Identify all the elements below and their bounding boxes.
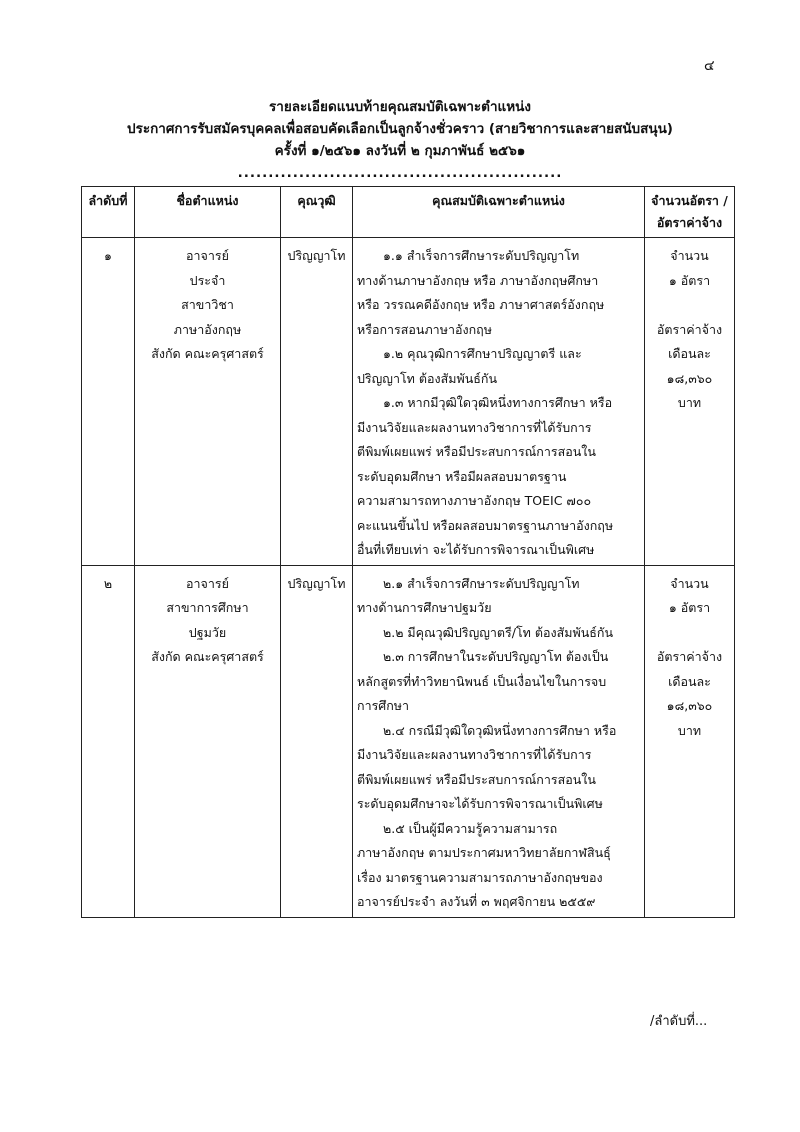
- title-line-2: ประกาศการรับสมัครบุคคลเพื่อสอบคัดเลือกเป็นลูกจ้างชั่วคราว (สายวิชาการและสายสนับสนุน): [127, 121, 673, 137]
- header-order: ลำดับที่: [82, 187, 135, 238]
- rate-amount: ๑๘,๓๖๐: [666, 698, 713, 713]
- row-qualifications: [353, 238, 645, 566]
- rate-unit: บาท: [677, 722, 702, 738]
- row-degree: ปริญญาโท: [281, 565, 353, 917]
- rate-unit: บาท: [677, 395, 702, 410]
- title-line-1: รายละเอียดแนบท้ายคุณสมบัติเฉพาะตำแหน่ง: [269, 99, 531, 115]
- qualification-line: ๑.๑ สำเร็จการศึกษาระดับปริญญาโท: [383, 248, 580, 263]
- qualification-line: การศึกษา: [357, 698, 410, 713]
- qualification-line: อาจารย์ประจำ ลงวันที่ ๓ พฤศจิกายน ๒๕๕๙: [357, 894, 596, 909]
- continuation-note: /ลำดับที่...: [650, 1014, 708, 1029]
- rate-period: เดือนละ: [668, 346, 711, 361]
- rate-label: อัตราค่าจ้าง: [656, 321, 723, 337]
- table-row: [82, 565, 735, 917]
- header-position: ชื่อตำแหน่ง: [135, 187, 281, 238]
- row-position: [135, 238, 281, 566]
- qualification-line: ๑.๒ คุณวุฒิการศึกษาปริญญาตรี และ: [383, 346, 582, 361]
- qualification-line: ระดับอุดมศึกษาจะได้รับการพิจารณาเป็นพิเศษ: [357, 796, 603, 811]
- qualification-line: ระดับอุดมศึกษา หรือมีผลสอบมาตรฐาน: [357, 468, 567, 484]
- qualification-line: ตีพิมพ์เผยแพร่ หรือมีประสบการณ์การสอนใน: [357, 444, 596, 459]
- qualification-line: ทางด้านการศึกษาปฐมวัย: [357, 600, 492, 615]
- qualification-line: มีงานวิจัยและผลงานทางวิชาการที่ได้รับการ: [357, 747, 592, 762]
- position-line: สังกัด คณะครุศาสตร์: [151, 346, 264, 361]
- qualification-line: ตีพิมพ์เผยแพร่ หรือมีประสบการณ์การสอนใน: [357, 771, 596, 787]
- qualification-line: ๒.๓ การศึกษาในระดับปริญญาโท ต้องเป็น: [383, 649, 609, 664]
- qualification-line: ภาษาอังกฤษ ตามประกาศมหาวิทยาลัยกาฬสินธุ์: [357, 845, 611, 860]
- row-order: ๑: [82, 238, 135, 566]
- row-order: ๒: [82, 565, 135, 917]
- position-line: อาจารย์: [186, 575, 229, 591]
- row-qualifications: [353, 565, 645, 917]
- header-rate: จำนวนอัตรา / อัตราค่าจ้าง: [645, 187, 735, 238]
- qualification-line: ๒.๒ มีคุณวุฒิปริญญาตรี/โท ต้องสัมพันธ์กัน: [383, 624, 613, 640]
- document-title: [0, 96, 800, 184]
- position-line: สาขาการศึกษา: [166, 600, 249, 615]
- qualification-line: ๒.๑ สำเร็จการศึกษาระดับปริญญาโท: [383, 575, 580, 591]
- count-label: จำนวน: [670, 575, 709, 591]
- count-value: ๑ อัตรา: [668, 272, 711, 288]
- header-degree: คุณวุฒิ: [281, 187, 353, 238]
- row-rate: [645, 238, 735, 566]
- qualification-line: ทางด้านภาษาอังกฤษ หรือ ภาษาอังกฤษศึกษา: [357, 272, 599, 288]
- position-line: สาขาวิชา: [181, 297, 234, 312]
- title-divider: .....................................................: [237, 165, 563, 181]
- qualification-line: ปริญญาโท ต้องสัมพันธ์กัน: [357, 370, 498, 386]
- position-line: ภาษาอังกฤษ: [173, 321, 242, 337]
- row-position: [135, 565, 281, 917]
- position-line: ปฐมวัย: [188, 624, 227, 640]
- table-row: [82, 238, 735, 566]
- qualification-line: ๒.๔ กรณีมีวุฒิใดวุฒิหนึ่งทางการศึกษา หรือ: [383, 722, 617, 738]
- header-qualifications: คุณสมบัติเฉพาะตำแหน่ง: [353, 187, 645, 238]
- position-line: สังกัด คณะครุศาสตร์: [151, 649, 264, 664]
- qualification-line: หรือ วรรณคดีอังกฤษ หรือ ภาษาศาสตร์อังกฤษ: [357, 297, 605, 312]
- qualification-table: [81, 186, 735, 918]
- qualification-line: ความสามารถทางภาษาอังกฤษ TOEIC ๗๐๐: [357, 493, 592, 508]
- qualification-line: คะแนนขึ้นไป หรือผลสอบมาตรฐานภาษาอังกฤษ: [357, 517, 614, 533]
- rate-label: อัตราค่าจ้าง: [656, 649, 723, 664]
- row-rate: [645, 565, 735, 917]
- qualification-line: ๒.๕ เป็นผู้มีความรู้ความสามารถ: [383, 820, 558, 836]
- qualification-line: ๑.๓ หากมีวุฒิใดวุฒิหนึ่งทางการศึกษา หรือ: [383, 395, 613, 410]
- position-line: ประจำ: [189, 272, 226, 288]
- qualification-line: อื่นที่เทียบเท่า จะได้รับการพิจารณาเป็นพิเศษ: [357, 542, 595, 557]
- title-line-3: ครั้งที่ ๑/๒๕๖๑ ลงวันที่ ๒ กุมภาพันธ์ ๒๕๖๑: [274, 143, 526, 159]
- qualification-line: มีงานวิจัยและผลงานทางวิชาการที่ได้รับการ: [357, 419, 592, 435]
- count-value: ๑ อัตรา: [668, 600, 711, 615]
- qualification-line: หรือการสอนภาษาอังกฤษ: [357, 321, 492, 337]
- page-number: ๔: [704, 58, 715, 74]
- qualification-line: เรื่อง มาตรฐานความสามารถภาษาอังกฤษของ: [357, 869, 603, 885]
- count-label: จำนวน: [670, 248, 709, 263]
- rate-period: เดือนละ: [668, 673, 711, 689]
- row-degree: ปริญญาโท: [281, 238, 353, 566]
- table-header-row: [82, 187, 735, 238]
- position-line: อาจารย์: [186, 248, 229, 263]
- qualification-line: หลักสูตรที่ทำวิทยานิพนธ์ เป็นเงื่อนไขในการจบ: [357, 673, 607, 689]
- rate-amount: ๑๘,๓๖๐: [666, 370, 713, 386]
